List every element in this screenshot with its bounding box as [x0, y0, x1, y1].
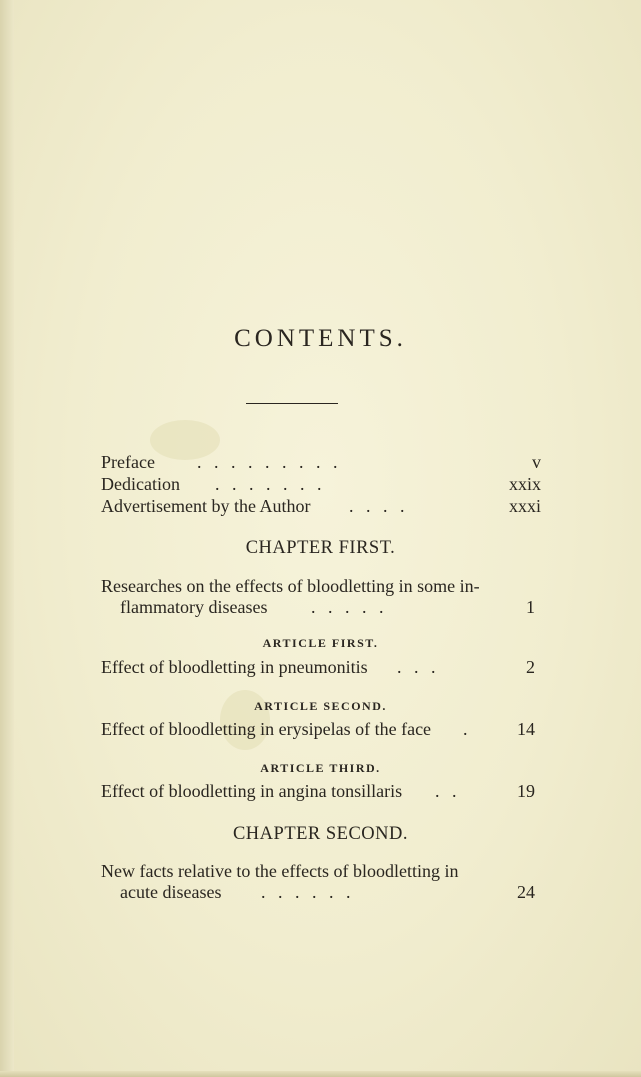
- toc-entry-label: Effect of bloodletting in erysipelas of the face: [101, 719, 432, 739]
- toc-entry-label: Researches on the effects of bloodletting in some in-: [101, 576, 480, 596]
- leader-dots: .: [463, 719, 472, 739]
- toc-entry-label: Dedication: [101, 474, 180, 494]
- toc-entry-pneumonitis[interactable]: [101, 657, 541, 679]
- toc-entry-new-facts-continued[interactable]: [101, 882, 541, 904]
- toc-entry-label: acute diseases: [120, 882, 222, 902]
- toc-entry-label: Effect of bloodletting in angina tonsillaris: [101, 781, 403, 801]
- toc-page-number: v: [532, 452, 541, 472]
- toc-page-number: xxxi: [508, 496, 541, 516]
- toc-entry-label: Preface: [101, 452, 155, 472]
- article-second-heading: ARTICLE SECOND.: [254, 699, 387, 713]
- toc-entry-dedication[interactable]: [101, 474, 541, 496]
- toc-page-number: 2: [526, 657, 535, 677]
- toc-entry-new-facts[interactable]: [101, 861, 541, 883]
- toc-entry-label: Advertisement by the Author: [101, 496, 311, 516]
- chapter-first-title: CHAPTER FIRST.: [245, 538, 396, 558]
- toc-entry-advertisement[interactable]: [101, 496, 541, 518]
- leader-dots: . . . . . . .: [215, 474, 326, 494]
- toc-entry-researches[interactable]: [101, 576, 541, 598]
- leader-dots: . . . . . .: [261, 882, 355, 902]
- contents-heading: CONTENTS.: [234, 325, 407, 352]
- leader-dots: . .: [435, 781, 461, 801]
- leader-dots: . . . . . . . . .: [197, 452, 342, 472]
- toc-entry-label: flammatory diseases: [120, 597, 268, 617]
- toc-entry-preface[interactable]: [101, 452, 541, 474]
- toc-page-number: 1: [526, 597, 535, 617]
- toc-entry-angina[interactable]: [101, 781, 541, 803]
- heading-rule: [246, 403, 338, 404]
- toc-page-number: xxix: [508, 474, 541, 494]
- toc-page-number: 19: [517, 781, 535, 801]
- toc-page-number: 24: [517, 882, 535, 902]
- article-third-heading: ARTICLE THIRD.: [260, 761, 381, 775]
- toc-entry-researches-continued[interactable]: [101, 597, 541, 619]
- toc-entry-label: Effect of bloodletting in pneumonitis: [101, 657, 368, 677]
- toc-entry-erysipelas[interactable]: [101, 719, 541, 741]
- leader-dots: . . . . .: [311, 597, 388, 617]
- leader-dots: . . .: [397, 657, 440, 677]
- chapter-second-title: CHAPTER SECOND.: [232, 824, 409, 844]
- toc-page-number: 14: [517, 719, 535, 739]
- page-bottom-edge: [0, 1071, 641, 1077]
- leader-dots: . . . .: [349, 496, 409, 516]
- toc-entry-label: New facts relative to the effects of bloodletting in: [101, 861, 459, 881]
- article-first-heading: ARTICLE FIRST.: [262, 636, 379, 650]
